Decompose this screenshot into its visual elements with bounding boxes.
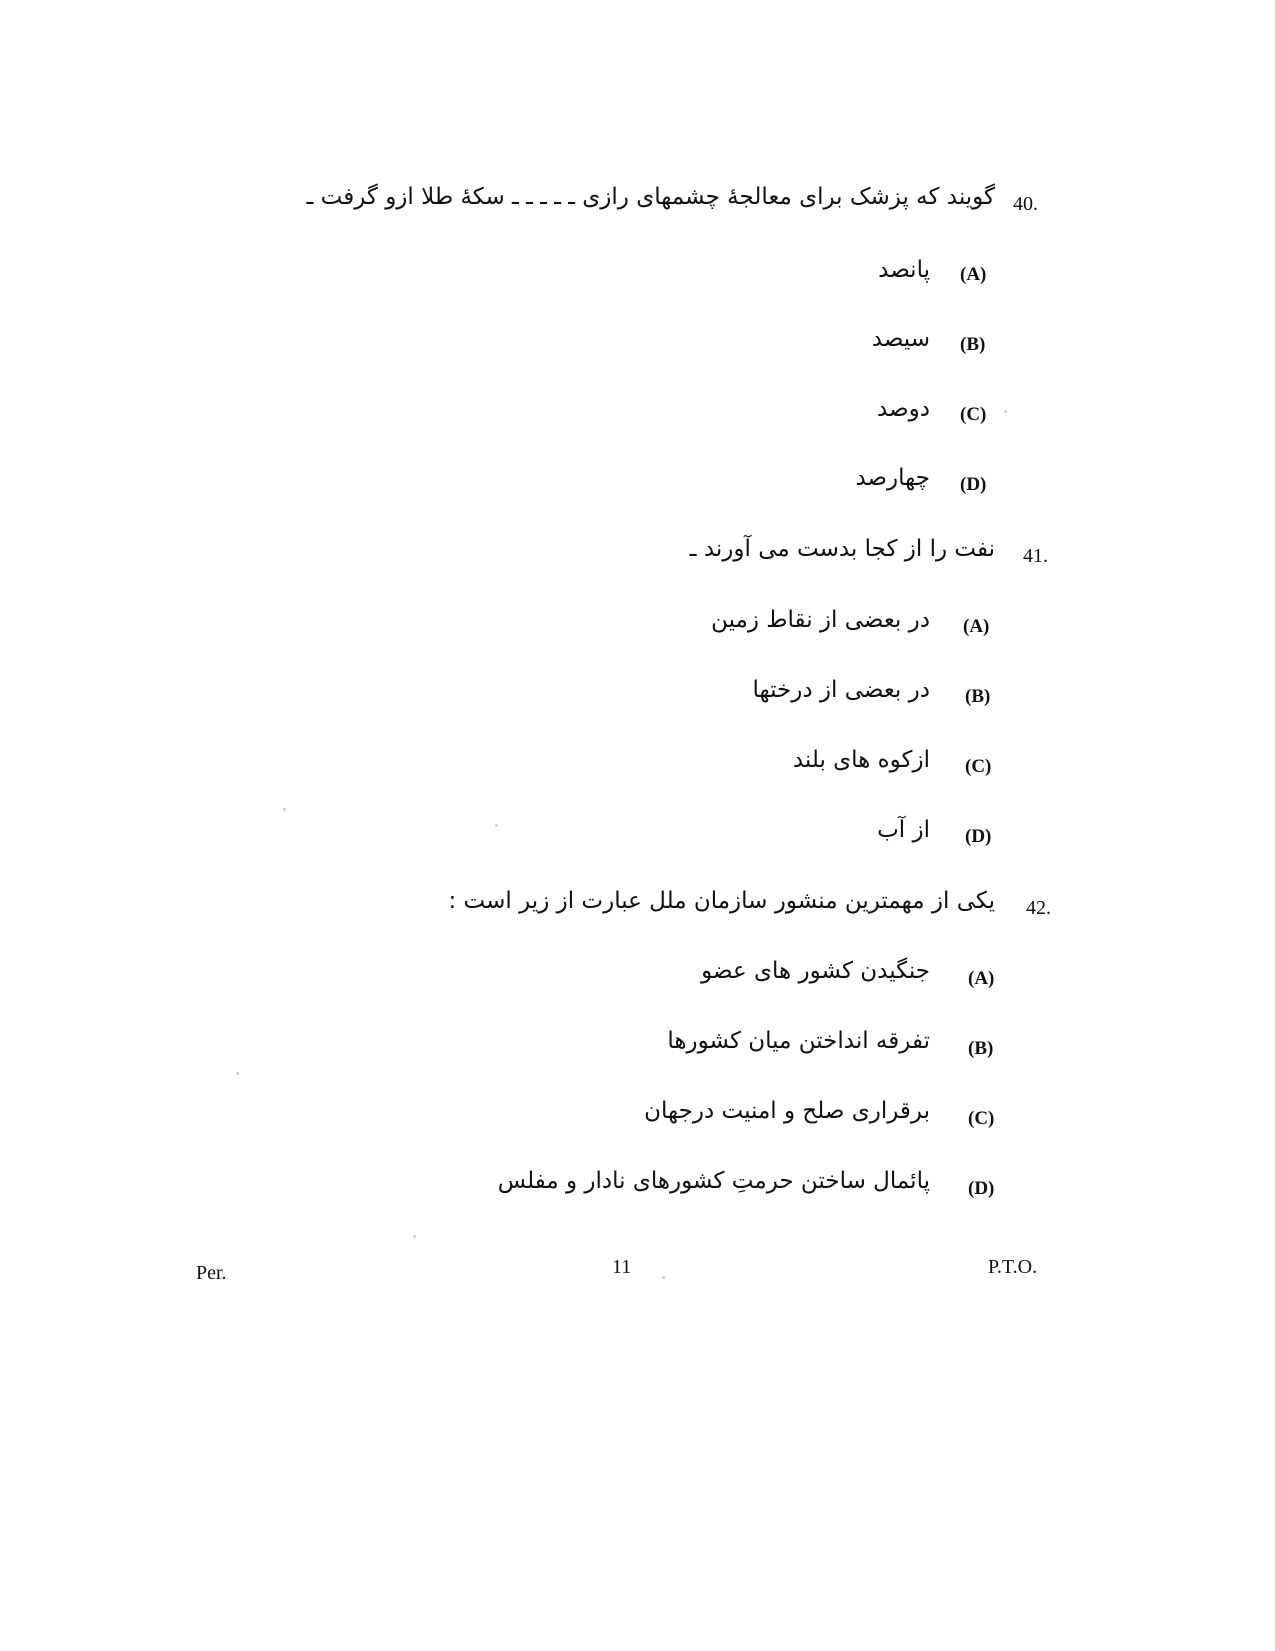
question-40-option-c-text: دوصد <box>877 396 930 422</box>
question-41-option-c-label: (C) <box>965 756 992 777</box>
question-41-option-d-text: از آب <box>877 817 930 843</box>
question-42-option-d-text: پائمال ساختن حرمتِ کشورهای نادار و مفلس <box>497 1168 930 1194</box>
question-41-option-a-label: (A) <box>963 616 990 637</box>
question-42-number: 42. <box>1026 897 1051 919</box>
scan-speck <box>283 808 286 811</box>
question-42-option-a-label: (A) <box>968 968 995 989</box>
question-41-number: 41. <box>1023 545 1048 567</box>
question-42-option-b-label: (B) <box>968 1038 994 1059</box>
question-42-option-d-label: (D) <box>968 1178 995 1199</box>
scan-speck <box>662 1276 665 1279</box>
footer-pto: P.T.O. <box>988 1256 1038 1278</box>
question-41-option-c-text: ازکوه های بلند <box>792 747 930 773</box>
question-41-option-b-text: در بعضی از درختها <box>752 677 930 703</box>
question-40-option-d-label: (D) <box>960 474 987 495</box>
question-41-option-a-text: در بعضی از نقاط زمین <box>711 607 930 633</box>
scan-speck <box>413 1235 416 1238</box>
question-40-number: 40. <box>1013 193 1038 215</box>
footer-page-number: 11 <box>612 1256 632 1278</box>
footer-subject-code: Per. <box>196 1262 227 1284</box>
question-42-option-b-text: تفرقه انداختن میان کشورها <box>667 1028 930 1054</box>
question-40-option-c-label: (C) <box>960 404 987 425</box>
question-40-option-b-label: (B) <box>960 334 986 355</box>
question-40-option-a-label: (A) <box>960 264 987 285</box>
scan-speck <box>236 1072 239 1075</box>
scan-speck <box>495 824 498 827</box>
question-40-option-b-text: سیصد <box>871 326 930 352</box>
question-40-option-a-text: پانصد <box>878 257 930 283</box>
question-42-option-a-text: جنگیدن کشور های عضو <box>701 958 930 984</box>
question-40-option-d-text: چهارصد <box>855 465 930 491</box>
question-42-text: یکی از مهمترین منشور سازمان ملل عبارت از زیر است : <box>448 888 995 914</box>
question-42-option-c-text: برقراری صلح و امنیت درجهان <box>644 1098 930 1124</box>
question-42-option-c-label: (C) <box>968 1108 995 1129</box>
question-41-option-b-label: (B) <box>965 686 991 707</box>
scan-speck <box>1004 410 1007 413</box>
question-41-option-d-label: (D) <box>965 826 992 847</box>
question-40-text: گویند که پزشک برای معالجهٔ چشمهای رازی ـ ـ ـ ـ ـ سکهٔ طلا ازو گرفت ـ <box>306 184 995 210</box>
question-41-text: نفت را از کجا بدست می آورند ـ <box>689 536 995 562</box>
